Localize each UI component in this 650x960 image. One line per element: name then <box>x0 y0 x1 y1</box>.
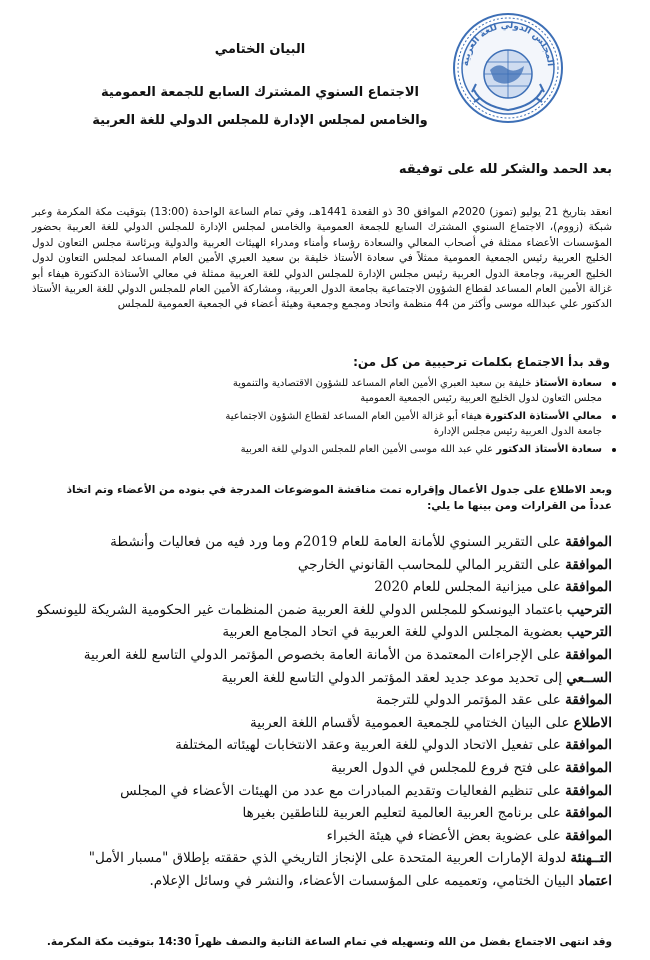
bullet-dot-icon <box>612 415 616 419</box>
bullet-dot-icon <box>612 448 616 452</box>
decision-keyword: الاطلاع <box>573 714 612 731</box>
decision-item <box>12 757 612 780</box>
decision-text: على البيان الختامي للجمعية العمومية لأقسام اللغة العربية <box>250 714 574 731</box>
speaker-title: معالي الأستاذة الدكتورة <box>485 411 602 422</box>
decision-item <box>12 599 612 622</box>
decision-item <box>12 689 612 712</box>
decision-keyword: الموافقة <box>565 534 612 550</box>
decision-text: إلى تحديد موعد جديد لعقد المؤتمر الدولي التاسع للغة العربية <box>221 669 567 686</box>
decision-item <box>12 554 612 577</box>
decision-item <box>12 847 612 870</box>
decision-keyword: الموافقة <box>565 692 612 709</box>
decision-keyword: الموافقة <box>565 556 612 573</box>
speaker-item <box>82 410 602 439</box>
decision-text: على تنظيم الفعاليات وتقديم المبادرات مع عدد من الهيئات الأعضاء في المجلس <box>120 782 566 799</box>
decision-keyword: الموافقة <box>565 737 612 754</box>
decision-text: على عضوية بعض الأعضاء في هيئة الخبراء <box>326 827 566 844</box>
meeting-title-line-2: والخامس لمجلس الإدارة للمجلس الدولي للغة العربية <box>92 113 428 128</box>
decision-item <box>12 870 612 893</box>
speakers-list <box>82 377 618 462</box>
decision-text: على برنامج العربية العالمية لتعليم العربية للناطقين بغيرها <box>242 805 566 822</box>
decision-keyword: اعتماد <box>578 872 612 889</box>
decision-item <box>12 712 612 735</box>
speaker-title: سعادة الأستاذ الدكتور <box>496 444 602 455</box>
decision-text: على التقرير السنوي للأمانة العامة للعام 2019م وما ورد فيه من فعاليات وأنشطة <box>110 534 566 550</box>
speaker-affiliation: جامعة الدول العربية رئيس مجلس الإدارة <box>433 425 602 437</box>
page-title: البيان الختامي <box>214 42 306 57</box>
decision-keyword: الموافقة <box>565 827 612 844</box>
agenda-review-text: وبعد الاطلاع على جدول الأعمال وإقراره تمت مناقشة الموضوعات المدرجة في بنوده من الأعضاء وتم اتخاذ عدداً من القرارات ومن بينها ما يلي: <box>66 484 612 512</box>
decision-item <box>12 531 612 554</box>
speaker-details: هيفاء أبو غزالة الأمين العام المساعد لقطاع الشؤون الاجتماعية <box>225 411 486 422</box>
decision-keyword: الســعي <box>566 669 612 686</box>
decision-text: على تفعيل الاتحاد الدولي للغة العربية وعقد الانتخابات لهيئاته المختلفة <box>175 737 566 754</box>
praise-line: بعد الحمد والشكر لله على توفيقه <box>398 162 612 177</box>
council-emblem-logo <box>452 12 564 124</box>
decision-text: لدولة الإمارات العربية المتحدة على الإنجاز التاريخي الذي حققته بإطلاق "مسبار الأمل" <box>88 850 571 867</box>
intro-paragraph: انعقد بتاريخ 21 يوليو (تموز) 2020م الموافق 30 ذو القعدة 1441هـ، وفي تمام الساعة الواحدة (13:00) بتوقيت مكة المكرمة وعبر شبكة (زووم)، الاجتماع السنوي المشترك السابع للجمعة العمومية والخامس لمجلس الإدارة للمجلس الدولي للغة العربية بحضور المؤسسات الأعضاء ممثلة في أصحاب المعالي والسعادة رؤساء وأمناء ومدراء الهيئات العربية والدولية وبرئاسة مجلس التعاون لدول الخليج العربية رئيس الجمعية العمومية ممثلاً في سعادة الأستاذ خليفة بن سعيد العبري الأمين العام المساعد لمجلس التعاون لدول الخليج العربية، وجامعة الدول العربية رئيس مجلس الإدارة للمجلس الدولي للغة العربية ممثلة في معالي الأستاذة الدكتورة هيفاء أبو غزالة الأمين العام المساعد لقطاع الشؤون الاجتماعية بجامعة الدول العربية، ومشاركة الأمين العام للمجلس الدولي للغة العربية الأستاذ الدكتور علي عبدالله موسى وأكثر من 44 منظمة واتحاد ومجمع وجمعية وهيئة أعضاء في الجمعية العمومية للمجلس <box>32 206 612 311</box>
decision-keyword: الموافقة <box>565 782 612 799</box>
decision-item <box>12 667 612 690</box>
speaker-affiliation: مجلس التعاون لدول الخليج العربية رئيس الجمعية العمومية <box>360 392 602 404</box>
meeting-title-line-1: الاجتماع السنوي المشترك السابع للجمعة العمومية <box>101 85 419 100</box>
decision-keyword: الموافقة <box>565 646 612 663</box>
decision-text: على التقرير المالي للمحاسب القانوني الخارجي <box>297 556 566 573</box>
decision-text: على عقد المؤتمر الدولي للترجمة <box>375 692 566 709</box>
speaker-title: سعادة الأستاذ <box>534 378 602 389</box>
decisions-list <box>12 531 612 893</box>
decision-text: على فتح فروع للمجلس في الدول العربية <box>330 759 566 776</box>
decision-text: على الإجراءات المعتمدة من الأمانة العامة بخصوص المؤتمر الدولي التاسع للغة العربية <box>83 646 566 663</box>
opening-remarks-heading: وقد بدأ الاجتماع بكلمات ترحيبية من كل من: <box>353 355 610 369</box>
bullet-dot-icon <box>612 382 616 386</box>
decision-item <box>12 825 612 848</box>
decision-keyword: الموافقة <box>565 579 612 596</box>
speaker-item <box>82 377 602 406</box>
decision-text: البيان الختامي، وتعميمه على المؤسسات الأعضاء، والنشر في وسائل الإعلام. <box>149 872 579 889</box>
speaker-item <box>82 443 602 458</box>
decision-text: على ميزانية المجلس للعام 2020 <box>374 579 566 596</box>
decision-keyword: الموافقة <box>565 805 612 822</box>
decision-item <box>12 621 612 644</box>
closing-statement: وقد انتهى الاجتماع بفضل من الله وتسهيله في تمام الساعة الثانية والنصف ظهراً 14:30 بتوقيت مكة المكرمة. <box>46 936 612 948</box>
decision-item <box>12 734 612 757</box>
statement-header <box>60 42 460 135</box>
decision-keyword: التــهنئة <box>570 850 612 867</box>
decision-item <box>12 644 612 667</box>
decision-item <box>12 802 612 825</box>
decision-text: بعضوية المجلس الدولي للغة العربية في اتحاد المجامع العربية <box>222 624 567 641</box>
decision-item <box>12 576 612 599</box>
decision-text: باعتماد اليونسكو للمجلس الدولي للغة العربية ضمن المنظمات غير الحكومية الشريكة لليونسكو <box>36 601 567 618</box>
speaker-details: خليفة بن سعيد العبري الأمين العام المساعد للشؤون الاقتصادية والتنموية <box>232 378 535 389</box>
emblem-text: المجلس الدولي للغة العربية <box>460 20 555 67</box>
decision-item <box>12 780 612 803</box>
decision-keyword: الترحيب <box>566 601 612 618</box>
decision-keyword: الترحيب <box>566 624 612 641</box>
decision-keyword: الموافقة <box>565 759 612 776</box>
speaker-details: علي عبد الله موسى الأمين العام للمجلس الدولي للغة العربية <box>240 444 497 455</box>
